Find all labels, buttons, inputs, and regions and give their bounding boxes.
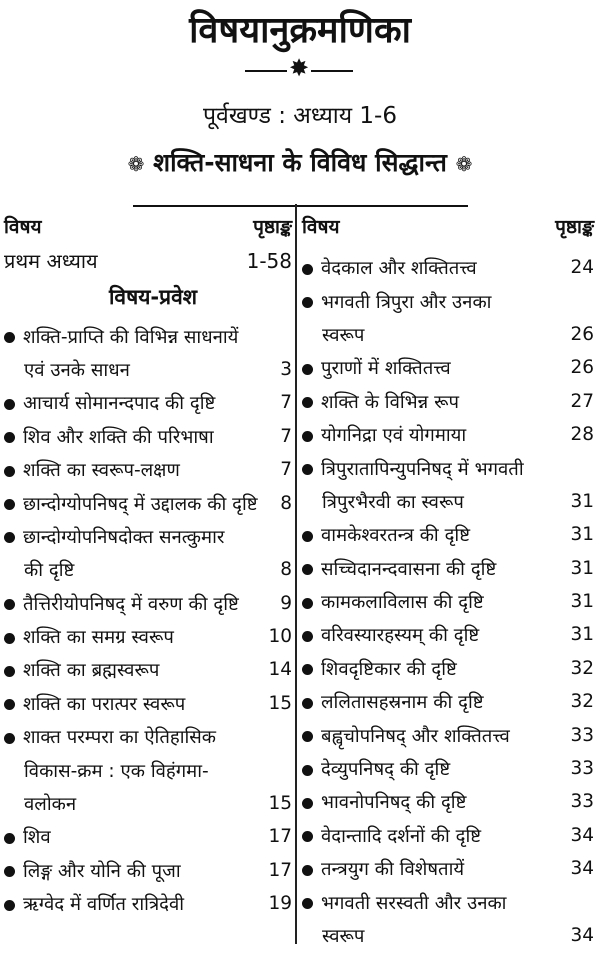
page-header: पृष्ठाङ्क [253, 216, 292, 238]
toc-entry-text [302, 422, 466, 447]
toc-entry [4, 420, 292, 453]
page-number: 8 [280, 492, 292, 514]
toc-entry-text [302, 622, 479, 647]
bullet-icon [302, 698, 313, 709]
toc-entry-label: भावनोपनिषद् की दृष्टि [321, 792, 467, 814]
page-number: 10 [268, 626, 292, 648]
toc-entry-text [4, 758, 209, 783]
bullet-icon [4, 866, 15, 877]
toc-entry-line [302, 385, 594, 418]
toc-entry-line [4, 520, 292, 553]
toc-entry-line [302, 418, 594, 451]
toc-entry-label: शाक्त परम्परा का ऐतिहासिक [23, 727, 217, 749]
toc-entry-line [302, 485, 594, 518]
toc-entry-text [302, 355, 451, 380]
toc-list-left [4, 319, 292, 920]
toc-entry-line [302, 852, 594, 885]
toc-entry-text [302, 789, 466, 814]
toc-entry-text [4, 891, 184, 916]
toc-entry-label: शक्ति का समग्र स्वरूप [23, 627, 174, 649]
toc-entry-line [4, 420, 292, 453]
toc-entry-label: आचार्य सोमानन्दपाद की दृष्टि [23, 393, 216, 415]
page-number: 31 [570, 557, 594, 579]
bullet-icon [302, 297, 313, 308]
toc-entry-line [4, 820, 292, 853]
chapter-row [4, 244, 292, 277]
toc-entry-label: शक्ति के विभिन्न रूप [321, 391, 459, 413]
bullet-icon [302, 798, 313, 809]
toc-entry [302, 351, 594, 384]
page-number: 33 [570, 758, 594, 780]
toc-entry-label: शक्ति का ब्रह्मस्वरूप [23, 660, 160, 682]
toc-entry [4, 453, 292, 486]
toc-entry-label: देव्युपनिषद् की दृष्टि [321, 759, 451, 781]
page-number: 34 [570, 858, 594, 880]
toc-entry-line [4, 653, 292, 686]
toc-entry-label: वामकेश्वरतन्त्र की दृष्टि [321, 525, 471, 547]
toc-entry-text [302, 856, 464, 881]
toc-entry-text [4, 624, 174, 649]
toc-entry-line [302, 885, 594, 918]
bullet-icon [302, 264, 313, 275]
toc-entry-text [4, 858, 181, 883]
toc-entry-label: तन्त्रयुग की विशेषतायें [321, 859, 465, 881]
bullet-icon [302, 631, 313, 642]
bullet-icon [302, 898, 313, 909]
topic-header: विषय [4, 216, 42, 238]
page-number: 3 [280, 358, 292, 380]
toc-entry-line [4, 620, 292, 653]
page-number: 7 [280, 459, 292, 481]
toc-entry [4, 887, 292, 920]
toc-entry [302, 451, 594, 518]
toc-entry-label: शिवदृष्टिकार की दृष्टि [321, 658, 457, 680]
toc-entry [302, 618, 594, 651]
toc-entry [302, 284, 594, 351]
toc-entry-label: स्वरूप [322, 926, 365, 947]
toc-entry-label: छान्दोग्योपनिषदोक्त सनत्कुमार [23, 526, 225, 548]
bullet-icon [4, 900, 15, 911]
toc-entry-text [302, 689, 484, 714]
toc-entry [302, 251, 594, 284]
toc-entry-line [4, 587, 292, 620]
toc-entry-text [4, 657, 159, 682]
toc-entry [4, 854, 292, 887]
toc-entry-label: शक्ति-प्राप्ति की विभिन्न साधनायें [23, 326, 239, 348]
toc-entry [302, 418, 594, 451]
toc-entry-text [4, 424, 214, 449]
toc-entry-text [4, 591, 239, 616]
bullet-icon [302, 531, 313, 542]
toc-entry-label: एवं उनके साधन [24, 359, 130, 381]
toc-entry-label: कामकलाविलास की दृष्टि [321, 592, 484, 614]
toc-entry-text [4, 324, 238, 349]
toc-entry-text [302, 890, 506, 915]
toc-entry-text [302, 322, 364, 347]
toc-entry [4, 520, 292, 587]
toc-entry-label: बह्वृचोपनिषद् और शक्तितत्त्व [321, 725, 510, 747]
toc-entry [302, 819, 594, 852]
page-number: 9 [280, 592, 292, 614]
toc-entry-line [302, 785, 594, 818]
toc-entry [302, 652, 594, 685]
toc-entry-line [302, 585, 594, 618]
toc-entry-line [4, 854, 292, 887]
toc-entry-text [4, 524, 224, 549]
toc-entry [302, 785, 594, 818]
toc-entry-text [302, 389, 459, 414]
toc-entry-line [302, 351, 594, 384]
toc-entry-line [4, 453, 292, 486]
toc-entry-text [4, 691, 185, 716]
toc-entry-line [302, 819, 594, 852]
page-number: 31 [570, 490, 594, 512]
page-number: 15 [268, 692, 292, 714]
toc-entry-label: ललितासहस्रनाम की दृष्टि [321, 692, 484, 714]
toc-entry-label: स्वरूप [322, 324, 365, 346]
toc-entry-line [4, 386, 292, 419]
page-number: 8 [280, 559, 292, 581]
toc-entry-line [302, 318, 594, 351]
left-column [4, 208, 292, 920]
toc-entry-text [4, 557, 74, 582]
bullet-icon [4, 399, 15, 410]
toc-entry-text [302, 656, 457, 681]
toc-entry [4, 319, 292, 386]
bullet-icon [4, 633, 15, 644]
page-number: 27 [570, 390, 594, 412]
toc-entry-line [4, 486, 292, 519]
toc-entry-text [4, 724, 216, 749]
bullet-icon [302, 831, 313, 842]
toc-entry-line [302, 919, 594, 952]
bullet-icon [302, 364, 313, 375]
part-subtitle: पूर्वखण्ड : अध्याय 1-6 [202, 103, 397, 129]
toc-entry-line [4, 553, 292, 586]
toc-entry-label: ऋग्वेद में वर्णित रात्रिदेवी [23, 894, 185, 916]
toc-entry-line [4, 787, 292, 820]
bullet-icon [302, 464, 313, 475]
toc-entry-line [302, 652, 594, 685]
bullet-icon [4, 599, 15, 610]
page-number: 31 [570, 591, 594, 613]
toc-entry-line [302, 752, 594, 785]
toc-entry [4, 386, 292, 419]
bullet-icon [4, 332, 15, 343]
toc-entry-text [302, 723, 510, 748]
bullet-icon [302, 664, 313, 675]
toc-entry-line [4, 687, 292, 720]
toc-entry-text [302, 556, 496, 581]
toc-entry-line [4, 887, 292, 920]
toc-entry-text [4, 457, 180, 482]
toc-list-right [302, 251, 594, 952]
bullet-icon [302, 731, 313, 742]
page-number: 19 [268, 893, 292, 915]
toc-entry [302, 518, 594, 551]
toc-entry-text [302, 255, 477, 280]
toc-entry-text [302, 923, 364, 948]
toc-entry-label: वेदान्तादि दर्शनों की दृष्टि [321, 825, 482, 847]
toc-entry-label: छान्दोग्योपनिषद् में उद्दालक की दृष्टि [23, 493, 258, 515]
toc-entry-line [4, 353, 292, 386]
star-icon: ✸ [289, 54, 310, 82]
section-heading [0, 145, 600, 179]
page-number: 31 [570, 624, 594, 646]
toc-entry-label: लिङ्ग और योनि की पूजा [23, 860, 181, 882]
page-number: 24 [570, 257, 594, 279]
toc-entry-label: शिव और शक्ति की परिभाषा [23, 426, 214, 448]
toc-entry-line [302, 618, 594, 651]
toc-entry [4, 620, 292, 653]
toc-entry [302, 385, 594, 418]
toc-entry-text [4, 390, 215, 415]
toc-entry-text [302, 289, 491, 314]
toc-entry [302, 585, 594, 618]
toc-entry [4, 587, 292, 620]
page-number: 31 [570, 524, 594, 546]
chapter-label: प्रथम अध्याय [4, 249, 98, 274]
bullet-icon [4, 432, 15, 443]
page-number: 17 [268, 826, 292, 848]
section-underline [133, 205, 468, 207]
toc-entry-text [4, 824, 51, 849]
toc-entry [4, 486, 292, 519]
toc-entry-line [302, 451, 594, 484]
toc-entry-line [302, 251, 594, 284]
toc-entry-line [4, 720, 292, 753]
column-header [4, 208, 292, 244]
toc-entry-line [302, 284, 594, 317]
bullet-icon [302, 397, 313, 408]
toc-entry-label: विकास-क्रम : एक विहंगमा- [24, 760, 209, 782]
toc-entry-line [302, 718, 594, 751]
toc-entry-text [302, 489, 464, 514]
toc-entry-label: भगवती त्रिपुरा और उनका [321, 291, 492, 313]
page-number: 28 [570, 424, 594, 446]
toc-entry-line [4, 319, 292, 352]
page-number: 15 [268, 793, 292, 815]
toc-entry-line [4, 753, 292, 786]
page-number: 26 [570, 357, 594, 379]
toc-entry-text [4, 357, 130, 382]
toc-entry [302, 552, 594, 585]
page-number: 7 [280, 425, 292, 447]
bullet-icon [4, 499, 15, 510]
toc-entry-label: सच्चिदानन्दवासना की दृष्टि [321, 558, 497, 580]
page-number: 14 [268, 659, 292, 681]
toc-entry-line [302, 552, 594, 585]
toc-entry [4, 687, 292, 720]
toc-entry-text [302, 456, 524, 481]
toc-entry [302, 685, 594, 718]
column-header [302, 208, 594, 244]
toc-entry-text [4, 791, 76, 816]
toc-entry [4, 820, 292, 853]
page-number: 17 [268, 859, 292, 881]
bullet-icon [302, 865, 313, 876]
toc-entry-label: पुराणों में शक्तितत्त्व [321, 358, 451, 380]
toc-entry-label: भगवती सरस्वती और उनका [321, 892, 507, 914]
flower-icon: ❁ [455, 152, 473, 176]
bullet-icon [4, 833, 15, 844]
toc-entry [302, 885, 594, 952]
toc-entry-text [4, 491, 258, 516]
toc-entry-label: शक्ति का परात्पर स्वरूप [23, 693, 186, 715]
toc-entry-label: तैत्तिरीयोपनिषद् में वरुण की दृष्टि [23, 593, 239, 615]
toc-entry-line [302, 518, 594, 551]
page-number: 26 [570, 323, 594, 345]
page-header: पृष्ठाङ्क [555, 216, 594, 238]
bullet-icon [4, 666, 15, 677]
page-number: 33 [570, 724, 594, 746]
toc-entry [302, 752, 594, 785]
toc-entry-label: शिव [23, 827, 51, 849]
page-number: 34 [570, 824, 594, 846]
toc-entry [4, 720, 292, 820]
toc-entry-line [302, 685, 594, 718]
toc-entry [4, 653, 292, 686]
toc-entry-text [302, 756, 450, 781]
page-number: 32 [570, 691, 594, 713]
subheading: विषय-प्रवेश [108, 285, 198, 310]
chapter-pages: 1-58 [246, 248, 292, 273]
column-divider [295, 204, 297, 944]
page-number: 34 [570, 925, 594, 946]
bullet-icon [302, 564, 313, 575]
bullet-icon [302, 765, 313, 776]
toc-entry-text [302, 823, 481, 848]
bullet-icon [302, 431, 313, 442]
toc-entry [302, 718, 594, 751]
page-number: 7 [280, 392, 292, 414]
right-column [302, 208, 594, 952]
bullet-icon [4, 532, 15, 543]
toc-entry-label: शक्ति का स्वरूप-लक्षण [23, 460, 180, 482]
toc-entry-label: वेदकाल और शक्तितत्त्व [321, 258, 477, 280]
page-number: 33 [570, 791, 594, 813]
toc-entry-label: वरिवस्यारहस्यम् की दृष्टि [321, 625, 480, 647]
bullet-icon [302, 598, 313, 609]
toc-entry-label: की दृष्टि [24, 560, 75, 582]
toc-entry-text [302, 522, 470, 547]
page-title: विषयानुक्रमणिका [189, 10, 411, 51]
page-number: 32 [570, 657, 594, 679]
section-heading-text: शक्ति-साधना के विविध सिद्धान्त [153, 148, 447, 177]
topic-header: विषय [302, 216, 340, 238]
toc-entry-label: योगनिद्रा एवं योगमाया [321, 425, 467, 447]
bullet-icon [4, 466, 15, 477]
toc-entry-label: त्रिपुरातापिन्युपनिषद् में भगवती [321, 458, 524, 480]
toc-entry-label: वलोकन [24, 794, 77, 816]
bullet-icon [4, 733, 15, 744]
star-ornament-icon [245, 54, 353, 82]
toc-entry-label: त्रिपुरभैरवी का स्वरूप [322, 491, 464, 513]
bullet-icon [4, 699, 15, 710]
flower-icon: ❁ [127, 152, 145, 176]
toc-entry [302, 852, 594, 885]
toc-entry-text [302, 589, 484, 614]
